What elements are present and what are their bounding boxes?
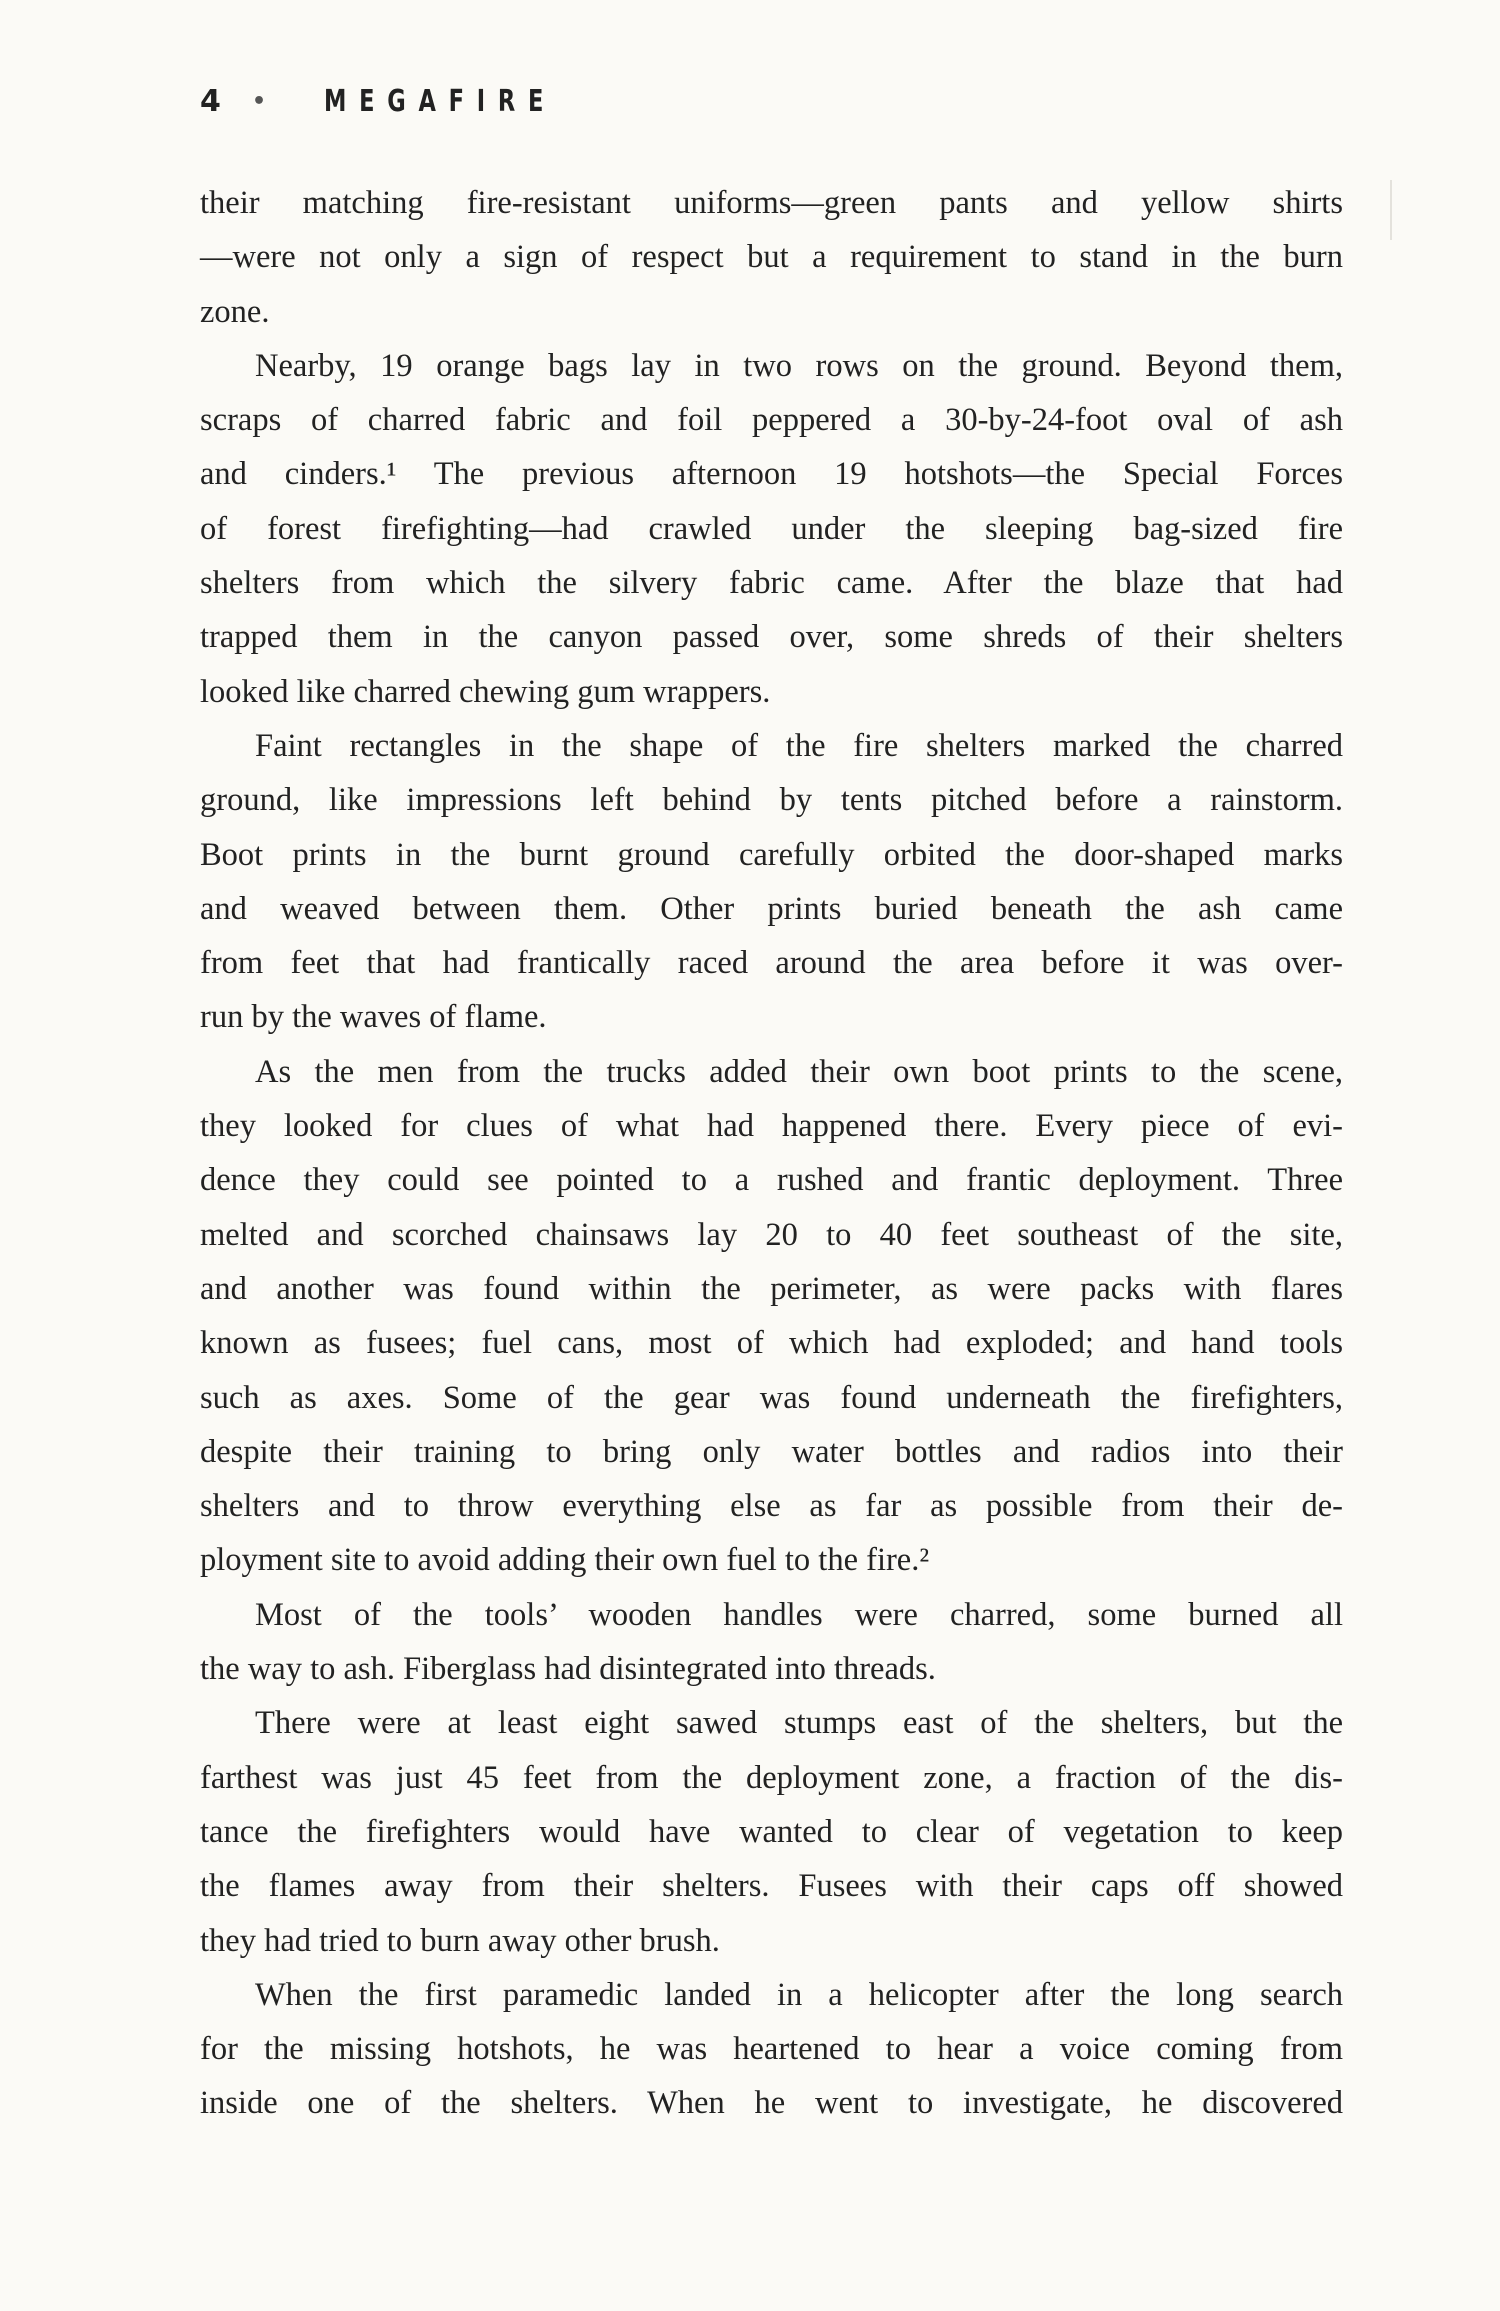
page-edge-mark [1390,180,1392,240]
text-line: such as axes. Some of the gear was found underneath the firefighters, [200,1379,1343,1416]
text-line: melted and scorched chainsaws lay 20 to 40 feet southeast of the site, [200,1216,1343,1253]
text-line: Boot prints in the burnt ground carefully orbited the door-shaped marks [200,836,1343,873]
paragraph [200,1696,1343,1967]
text-line: As the men from the trucks added their own boot prints to the scene, [255,1053,1343,1090]
text-line: looked like charred chewing gum wrappers. [200,673,771,710]
text-line: despite their training to bring only water bottles and radios into their [200,1433,1343,1470]
text-line: of forest firefighting—had crawled under the sleeping bag-sized fire [200,510,1343,547]
text-line: When the first paramedic landed in a helicopter after the long search [255,1976,1343,2013]
text-line: ployment site to avoid adding their own fuel to the fire.² [200,1542,930,1579]
text-line: —were not only a sign of respect but a requirement to stand in the burn [200,239,1343,276]
body-text [200,176,1343,2131]
text-line: and cinders.¹ The previous afternoon 19 hotshots—the Special Forces [200,456,1343,493]
text-line: known as fusees; fuel cans, most of which had exploded; and hand tools [200,1325,1343,1362]
text-line: There were at least eight sawed stumps east of the shelters, but the [255,1705,1343,1742]
text-line: they looked for clues of what had happened there. Every piece of evi- [200,1108,1343,1145]
text-line: for the missing hotshots, he was heartened to hear a voice coming from [200,2031,1343,2068]
paragraph [200,1968,1343,2131]
text-line: the flames away from their shelters. Fusees with their caps off showed [200,1868,1343,1905]
text-line: and weaved between them. Other prints buried beneath the ash came [200,890,1343,927]
text-line: farthest was just 45 feet from the deployment zone, a fraction of the dis- [200,1759,1343,1796]
text-line: and another was found within the perimeter, as were packs with flares [200,1270,1343,1307]
text-line: the way to ash. Fiberglass had disintegrated into threads. [200,1651,936,1688]
text-line: shelters and to throw everything else as far as possible from their de- [200,1488,1343,1525]
text-line: trapped them in the canyon passed over, some shreds of their shelters [200,619,1343,656]
text-line: tance the firefighters would have wanted to clear of vegetation to keep [200,1813,1343,1850]
header-separator: • [252,89,267,114]
paragraph [200,719,1343,1045]
text-line: zone. [200,293,270,330]
text-line: Faint rectangles in the shape of the fire shelters marked the charred [255,727,1343,764]
running-header [200,84,633,119]
text-line: run by the waves of flame. [200,999,547,1036]
text-line: from feet that had frantically raced around the area before it was over- [200,945,1343,982]
text-line: shelters from which the silvery fabric came. After the blaze that had [200,565,1343,602]
text-line: inside one of the shelters. When he went to investigate, he discovered [200,2085,1343,2122]
text-line: Most of the tools’ wooden handles were charred, some burned all [255,1596,1343,1633]
text-line: scraps of charred fabric and foil peppered a 30-by-24-foot oval of ash [200,402,1343,439]
paragraph [200,339,1343,719]
paragraph [200,1045,1343,1588]
text-line: they had tried to burn away other brush. [200,1922,720,1959]
running-title: MEGAFIRE [324,84,557,119]
text-line: their matching fire-resistant uniforms—green pants and yellow shirts [200,185,1343,221]
paragraph [200,1588,1343,1697]
text-line: ground, like impressions left behind by tents pitched before a rainstorm. [200,782,1343,819]
text-line: Nearby, 19 orange bags lay in two rows on the ground. Beyond them, [255,347,1343,384]
page-number: 4 [200,84,221,119]
text-line: dence they could see pointed to a rushed and frantic deployment. Three [200,1162,1343,1199]
paragraph [200,176,1343,339]
